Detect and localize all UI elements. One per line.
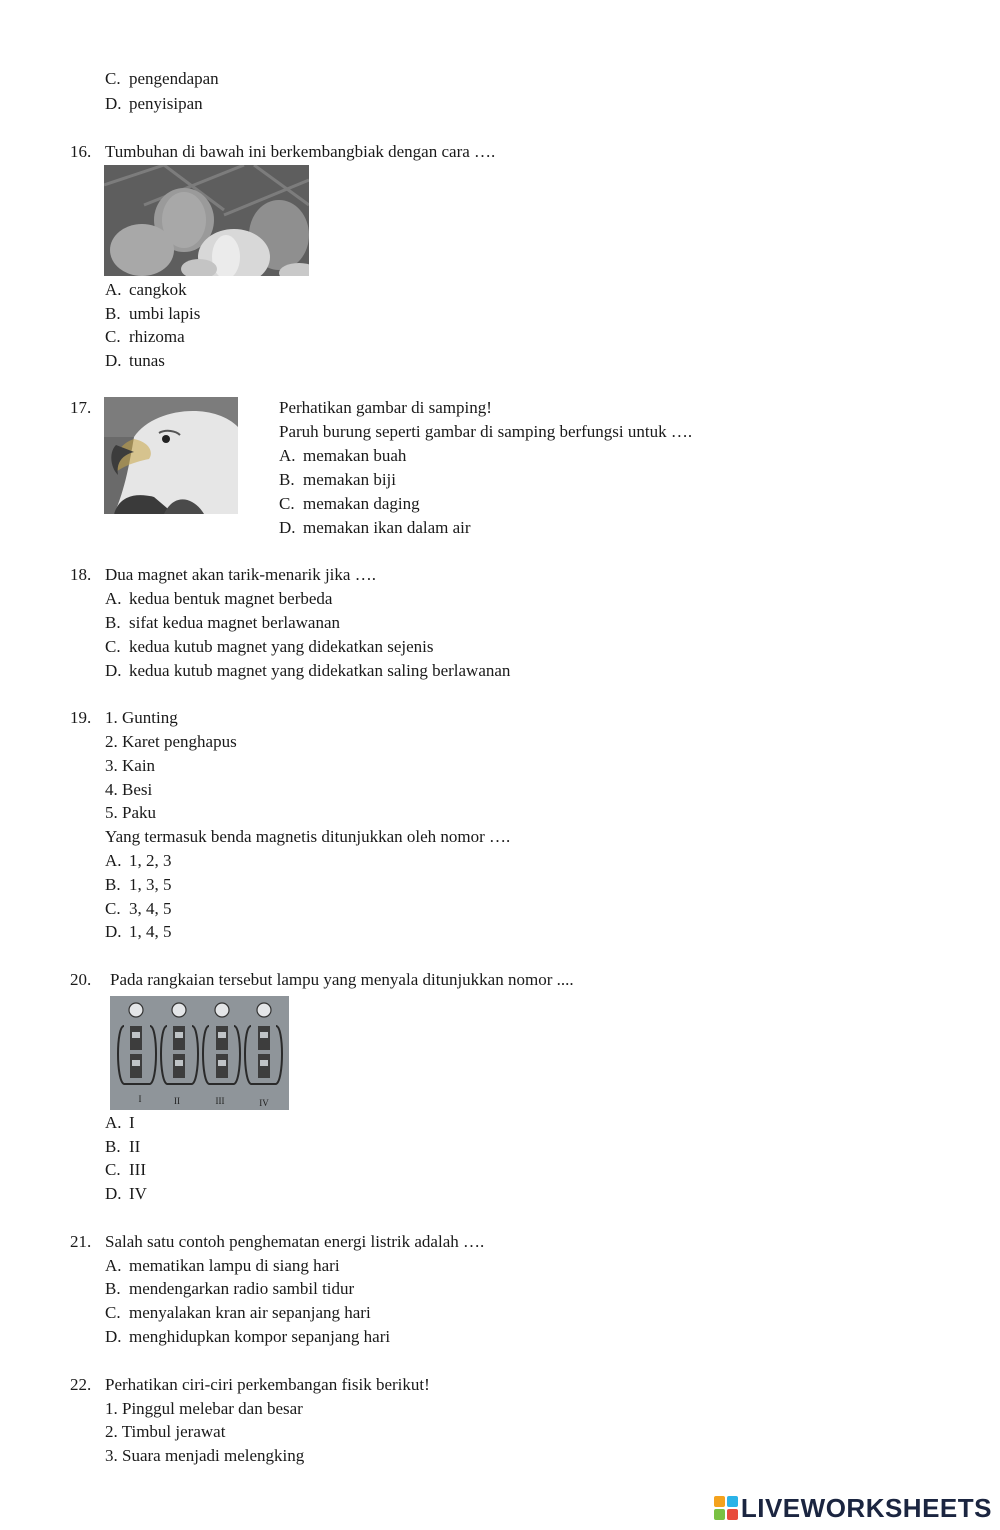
circuit-label: I [138, 1094, 142, 1104]
circuit-diagram-photo [110, 996, 289, 1110]
question-number: 22. [70, 1375, 92, 1394]
option-d: D. 1, 4, 5 [105, 922, 172, 941]
option-a: A. memakan buah [279, 446, 407, 465]
option-a: A. cangkok [105, 280, 187, 299]
option-d: D. IV [105, 1184, 147, 1203]
option-b: B. 1, 3, 5 [105, 875, 172, 894]
option-d: D. penyisipan [105, 94, 203, 113]
option-c: C. III [105, 1160, 146, 1179]
list-item: 1. Pinggul melebar dan besar [105, 1399, 303, 1418]
question-text: Paruh burung seperti gambar di samping berfungsi untuk …. [279, 422, 693, 441]
option-b: B. sifat kedua magnet berlawanan [105, 613, 340, 632]
question-number: 17. [70, 398, 92, 417]
question-text: Yang termasuk benda magnetis ditunjukkan oleh nomor …. [105, 827, 511, 846]
question-number: 16. [70, 142, 92, 161]
question-number: 18. [70, 565, 92, 584]
list-item: 2. Timbul jerawat [105, 1422, 226, 1441]
circuit-label: II [174, 1096, 180, 1106]
option-a: A. kedua bentuk magnet berbeda [105, 589, 333, 608]
option-d: D. kedua kutub magnet yang didekatkan saling berlawanan [105, 661, 511, 680]
list-item: 3. Kain [105, 756, 156, 775]
option-c: C. rhizoma [105, 327, 185, 346]
option-b: B. umbi lapis [105, 304, 201, 323]
option-a: A. I [105, 1113, 135, 1132]
question-text: Dua magnet akan tarik-menarik jika …. [105, 565, 376, 584]
option-c: C. kedua kutub magnet yang didekatkan sejenis [105, 637, 434, 656]
eagle-head-photo [104, 397, 238, 514]
option-b: B. mendengarkan radio sambil tidur [105, 1279, 355, 1298]
list-item: 5. Paku [105, 803, 156, 822]
option-c: C. memakan daging [279, 494, 420, 513]
option-d: D. tunas [105, 351, 165, 370]
liveworksheets-icon [714, 1496, 738, 1520]
option-b: B. II [105, 1137, 141, 1156]
question-text: Salah satu contoh penghematan energi listrik adalah …. [105, 1232, 485, 1251]
question-text: Perhatikan ciri-ciri perkembangan fisik berikut! [105, 1375, 430, 1394]
question-text: Perhatikan gambar di samping! [279, 398, 492, 417]
question-number: 21. [70, 1232, 92, 1251]
list-item: 1. Gunting [105, 708, 178, 727]
option-c: C. 3, 4, 5 [105, 899, 172, 918]
circuit-label: IV [259, 1098, 269, 1108]
question-text: Pada rangkaian tersebut lampu yang menyala ditunjukkan nomor .... [110, 970, 574, 989]
brand-name: LIVEWORKSHEETS [740, 1492, 992, 1523]
liveworksheets-logo[interactable] [714, 1493, 992, 1523]
question-number: 19. [70, 708, 92, 727]
option-a: A. 1, 2, 3 [105, 851, 172, 870]
option-d: D. memakan ikan dalam air [279, 518, 471, 537]
circuit-label: III [215, 1096, 225, 1106]
option-b: B. memakan biji [279, 470, 397, 489]
list-item: 2. Karet penghapus [105, 732, 237, 751]
list-item: 4. Besi [105, 780, 153, 799]
option-a: A. mematikan lampu di siang hari [105, 1256, 340, 1275]
option-c: C. pengendapan [105, 69, 219, 88]
option-d: D. menghidupkan kompor sepanjang hari [105, 1327, 391, 1346]
option-c: C. menyalakan kran air sepanjang hari [105, 1303, 371, 1322]
question-text: Tumbuhan di bawah ini berkembangbiak dengan cara …. [105, 142, 496, 161]
onion-garlic-photo [104, 165, 309, 276]
question-number: 20. [70, 970, 92, 989]
list-item: 3. Suara menjadi melengking [105, 1446, 305, 1465]
